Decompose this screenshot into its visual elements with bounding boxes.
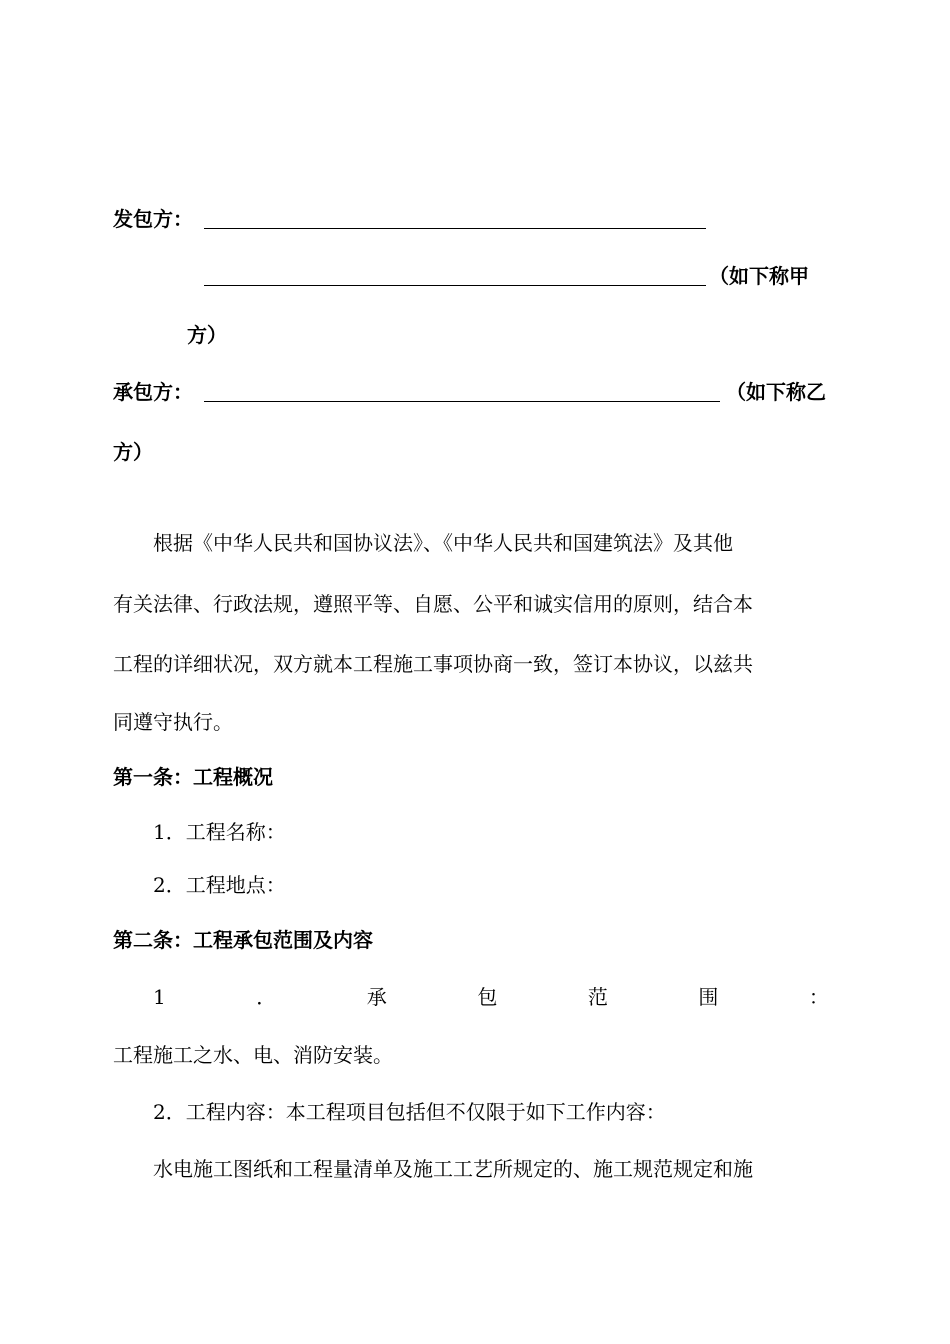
article2-heading: 第二条：工程承包范围及内容 [113, 928, 373, 952]
project-name-item: 1．工程名称： [153, 820, 286, 844]
employer-label: 发包方： [113, 207, 193, 231]
article1-heading: 第一条：工程概况 [113, 765, 273, 789]
work-content-detail: 水电施工图纸和工程量清单及施工工艺所规定的、施工规范规定和施 [153, 1157, 753, 1181]
contractor-name-blank [204, 401, 720, 402]
work-content-item: 2．工程内容：本工程项目包括但不仅限于如下工作内容： [153, 1100, 666, 1124]
project-location-item: 2．工程地点： [153, 873, 286, 897]
scope-char: 1 [153, 985, 166, 1009]
employer-suffix-cont: 方） [187, 323, 227, 347]
preamble-line-1: 根据《中华人民共和国协议法》、《中华人民共和国建筑法》及其他 [153, 531, 733, 555]
preamble-line-3: 工程的详细状况，双方就本工程施工事项协商一致，签订本协议，以兹共 [113, 652, 753, 676]
scope-char: 包 [477, 985, 498, 1009]
preamble-line-4: 同遵守执行。 [113, 710, 233, 734]
scope-text: 工程施工之水、电、消防安装。 [113, 1043, 393, 1067]
preamble-line-2: 有关法律、行政法规，遵照平等、自愿、公平和诚实信用的原则，结合本 [113, 592, 753, 616]
scope-char: 范 [587, 985, 608, 1009]
scope-char: ． [256, 985, 277, 1009]
scope-line [153, 985, 829, 1009]
employer-name-blank [204, 228, 706, 229]
contractor-suffix-cont: 方） [113, 440, 153, 464]
scope-char: 承 [366, 985, 387, 1009]
scope-char: 围 [698, 985, 719, 1009]
scope-char: ： [808, 985, 829, 1009]
employer-suffix: （如下称甲 [709, 264, 809, 288]
contractor-suffix: （如下称乙 [726, 380, 826, 404]
employer-address-blank [204, 285, 706, 286]
contractor-label: 承包方： [113, 380, 193, 404]
